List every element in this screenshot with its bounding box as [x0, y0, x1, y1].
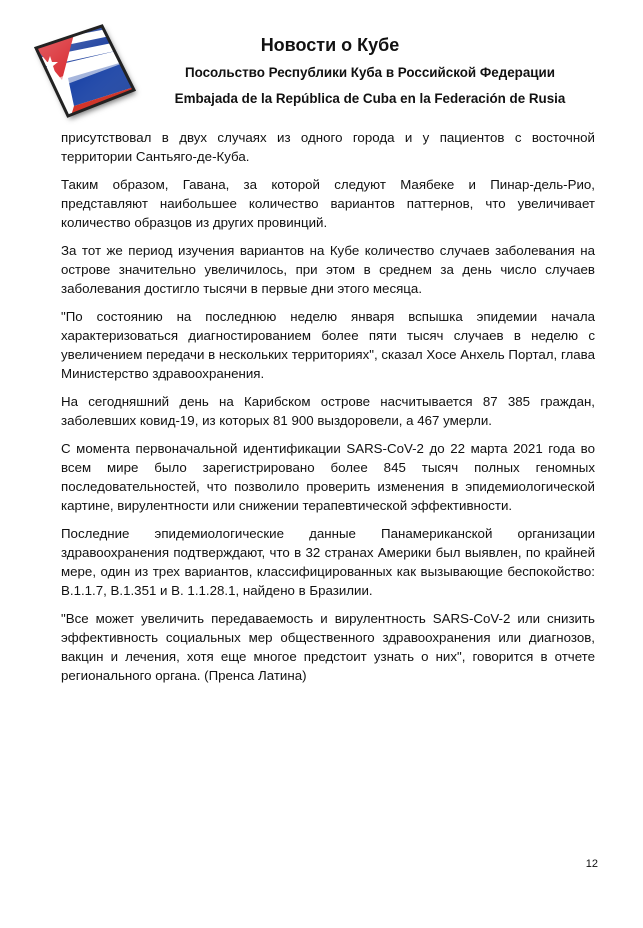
article-paragraph: За тот же период изучения вариантов на Кубе количество случаев заболевания на острове значительно увеличилось, при этом в среднем за день число случаев заболевания достигло тысячи в первые дни этого месяца. — [61, 243, 595, 296]
article-body — [61, 128, 595, 694]
article-paragraph: Таким образом, Гавана, за которой следуют Маябеке и Пинар-дель-Рио, представляют наибольшее количество вариантов паттернов, что увеличивает количество образцов из других провинций. — [61, 177, 595, 230]
page-title: Новости о Кубе — [260, 35, 400, 55]
article-paragraph: "Все может увеличить передаваемость и вирулентность SARS-CoV-2 или снизить эффективность социальных мер общественного здравоохранения или диагнозов, вакцин и лечения, хотя еще многое предстоит узнать о них", говорится в отчете регионального органа. (Пренса Латина) — [61, 611, 595, 683]
article-paragraph: присутствовал в двух случаях из одного города и у пациентов с восточной территории Сантьяго-де-Куба. — [61, 130, 595, 164]
article-paragraph: "По состоянию на последнюю неделю января вспышка эпидемии начала характеризоваться диагностированием более пяти тысяч случаев в неделю с увеличением передачи в нескольких территориях", сказал Хосе Анхель Портал, глава Министерство здравоохранения. — [61, 309, 595, 381]
embassy-name-spanish: Embajada de la República de Cuba en la Federación de Rusia — [174, 91, 566, 106]
article-paragraph: На сегодняшний день на Карибском острове насчитывается 87 385 граждан, заболевших ковид-19, из которых 81 900 выздоровели, а 467 умерли. — [61, 394, 595, 428]
article-paragraph: Последние эпидемиологические данные Панамериканской организации здравоохранения подтверждают, что в 32 странах Америки был выявлен, по крайней мере, один из трех вариантов, классифицированных как вызывающие беспокойство: B.1.1.7, B.1.351 и B. 1.1.28.1, найдено в Бразилии. — [61, 526, 595, 598]
article-paragraph: С момента первоначальной идентификации SARS-CoV-2 до 22 марта 2021 года во всем мире было зарегистрировано более 845 тысяч полных геномных последовательностей, что позволило проверить изменения в эпидемиологической картине, вирулентности или снижении терапевтической эффективности. — [61, 441, 595, 513]
cuba-russia-flags-icon — [28, 20, 150, 126]
page-number: 12 — [585, 858, 598, 870]
flags-logo — [28, 20, 150, 126]
embassy-name-russian: Посольство Республики Куба в Российской Федерации — [184, 65, 556, 80]
